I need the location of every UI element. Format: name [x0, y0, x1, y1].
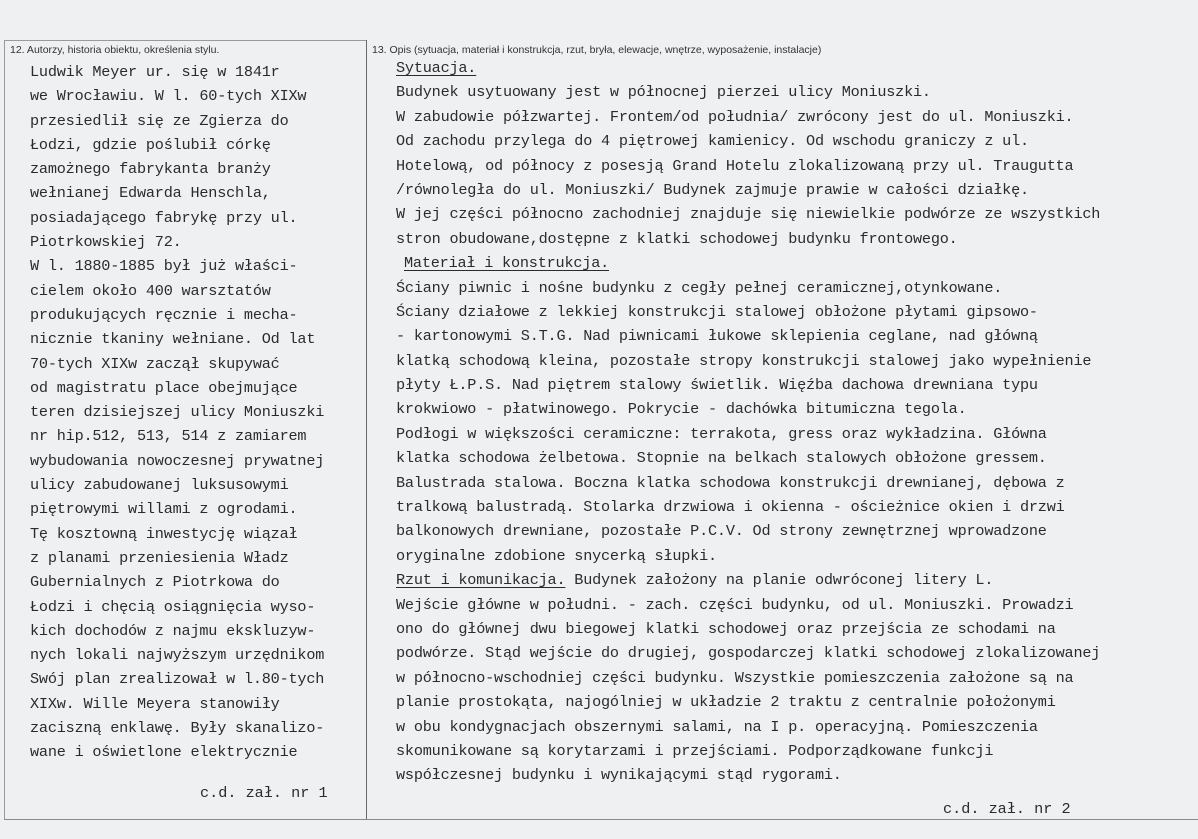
history-line: od magistratu place obejmujące: [30, 378, 298, 397]
history-line: Swój plan zrealizował w l.80-tych: [30, 670, 325, 689]
history-line: nicznie tkaniny wełniane. Od lat: [30, 330, 316, 349]
plan-line: w obu kondygnacjach obszernymi salami, na I p. operacyjną. Pomieszczenia: [396, 717, 1038, 736]
plan-line: ono do głównej dwu biegowej klatki schodowej oraz przejścia ze schodami na: [396, 619, 1056, 638]
situation-line: W zabudowie półzwartej. Frontem/od południa/ zwrócony jest do ul. Moniuszki.: [396, 107, 1074, 126]
plan-line: w północno-wschodniej części budynku. Wszystkie pomieszczenia założone są na: [396, 668, 1074, 687]
history-line: cielem około 400 warsztatów: [30, 281, 271, 300]
plan-line: podwórze. Stąd wejście do drugiej, gospodarczej klatki schodowej zlokalizowanej: [396, 644, 1101, 663]
material-line: - kartonowymi S.T.G. Nad piwnicami łukowe sklepienia ceglane, nad główną: [396, 327, 1038, 346]
continuation-note-2: c.d. zał. nr 2: [943, 800, 1071, 818]
history-line: Gubernialnych z Piotrkowa do: [30, 573, 280, 592]
history-line: wybudowania nowoczesnej prywatnej: [30, 451, 325, 470]
history-line: 70-tych XIXw zaczął skupywać: [30, 354, 280, 373]
material-line: balkonowych drewniane, pozostałe P.C.V. Od strony zewnętrznej wprowadzone: [396, 522, 1047, 541]
material-line: krokwiowo - płatwinowego. Pokrycie - dachówka bitumiczna tegola.: [396, 400, 967, 419]
situation-line: Hotelową, od północy z posesją Grand Hotelu zlokalizowaną przy ul. Traugutta: [396, 156, 1074, 175]
heading-material-text: Materiał i konstrukcja.: [404, 254, 610, 273]
history-line: wane i oświetlone elektrycznie: [30, 743, 298, 762]
history-line: ulicy zabudowanej luksusowymi: [30, 476, 289, 495]
plan-line: skomunikowane są korytarzami i przejściami. Podporządkowane funkcji: [396, 741, 994, 760]
plan-line: współczesnej budynku i wynikającymi stąd rygorami.: [396, 766, 842, 785]
history-line: Piotrkowskiej 72.: [30, 233, 182, 252]
column-divider: [366, 40, 367, 820]
section-12-header: 12. Autorzy, historia obiektu, określenia stylu.: [10, 44, 220, 56]
material-line: oryginalne zdobione snycerką słupki.: [396, 546, 717, 565]
situation-line: W jej części północno zachodniej znajduje się niewielkie podwórze ze wszystkich: [396, 205, 1101, 224]
history-line: piętrowymi willami z ogrodami.: [30, 500, 298, 519]
situation-line: Od zachodu przylega do 4 piętrowej kamienicy. Od wschodu graniczy z ul.: [396, 132, 1029, 151]
plan-line: Wejście główne w południ. - zach. części budynku, od ul. Moniuszki. Prowadzi: [396, 595, 1074, 614]
history-column: [30, 60, 366, 765]
situation-line: Budynek usytuowany jest w północnej pierzei ulicy Moniuszki.: [396, 83, 931, 102]
history-line: W l. 1880-1885 był już właści-: [30, 257, 298, 276]
history-line: wełnianej Edwarda Henschla,: [30, 184, 271, 203]
left-border: [4, 40, 5, 820]
history-line: we Wrocławiu. W l. 60-tych XIXw: [30, 87, 307, 106]
top-rule: [4, 40, 367, 41]
history-line: Ludwik Meyer ur. się w 1841r: [30, 63, 280, 81]
history-line: produkujących ręcznie i mecha-: [30, 305, 298, 324]
history-line: nr hip.512, 513, 514 z zamiarem: [30, 427, 307, 446]
plan-heading-line: [396, 568, 1196, 592]
history-line: Tę kosztowną inwestycję wiązał: [30, 524, 298, 543]
material-line: klatką schodową kleina, pozostałe stropy konstrukcji stalowej jako wypełnienie: [396, 351, 1092, 370]
heading-situation-text: Sytuacja.: [396, 59, 477, 77]
plan-line: planie prostokąta, najogólniej w układzie 2 traktu z centralnie położonymi: [396, 693, 1056, 712]
material-line: Ściany piwnic i nośne budynku z cegły pełnej ceramicznej,otynkowane.: [396, 278, 1003, 297]
history-line: Łodzi i chęcią osiągnięcia wyso-: [30, 597, 316, 616]
history-line: teren dzisiejszej ulicy Moniuszki: [30, 403, 325, 422]
history-line: nych lokali najwyższym urzędnikom: [30, 646, 325, 665]
heading-material: [396, 251, 1196, 275]
continuation-note-1: c.d. zał. nr 1: [200, 784, 328, 802]
description-column: [396, 56, 1196, 788]
history-line: XIXw. Wille Meyera stanowiły: [30, 694, 280, 713]
history-line: z planami przeniesienia Władz: [30, 548, 289, 567]
material-line: Balustrada stalowa. Boczna klatka schodowa konstrukcji drewnianej, dębowa z: [396, 473, 1065, 492]
situation-line: /równoległa do ul. Moniuszki/ Budynek zajmuje prawie w całości działkę.: [396, 180, 1029, 199]
history-line: kich dochodów z najmu ekskluzyw-: [30, 621, 316, 640]
history-line: przesiedlił się ze Zgierza do: [30, 111, 289, 130]
section-13-header: 13. Opis (sytuacja, materiał i konstrukcja, rzut, bryła, elewacje, wnętrze, wyposażenie, instalacje): [372, 44, 822, 56]
history-line: Łodzi, gdzie poślubił córkę: [30, 135, 271, 154]
material-line: tralkową balustradą. Stolarka drzwiowa i okienna - ościeżnice okien i drzwi: [396, 498, 1065, 517]
bottom-rule: [4, 819, 1198, 820]
history-line: posiadającego fabrykę przy ul.: [30, 208, 298, 227]
plan-first-line: Budynek założony na planie odwróconej litery L.: [565, 571, 994, 590]
history-line: zamożnego fabrykanta branży: [30, 160, 271, 179]
material-line: Ściany działowe z lekkiej konstrukcji stalowej obłożone płytami gipsowo-: [396, 302, 1038, 321]
heading-plan-text: Rzut i komunikacja.: [396, 571, 566, 590]
material-line: Podłogi w większości ceramiczne: terrakota, gress oraz wykładzina. Główna: [396, 424, 1047, 443]
history-line: zaciszną enklawę. Były skanalizo-: [30, 719, 325, 738]
heading-situation: [396, 56, 1196, 80]
material-line: klatka schodowa żelbetowa. Stopnie na belkach stalowych obłożone gressem.: [396, 449, 1047, 468]
situation-line: stron obudowane,dostępne z klatki schodowej budynku frontowego.: [396, 229, 958, 248]
material-line: płyty Ł.P.S. Nad piętrem stalowy świetlik. Więźba dachowa drewniana typu: [396, 376, 1038, 395]
